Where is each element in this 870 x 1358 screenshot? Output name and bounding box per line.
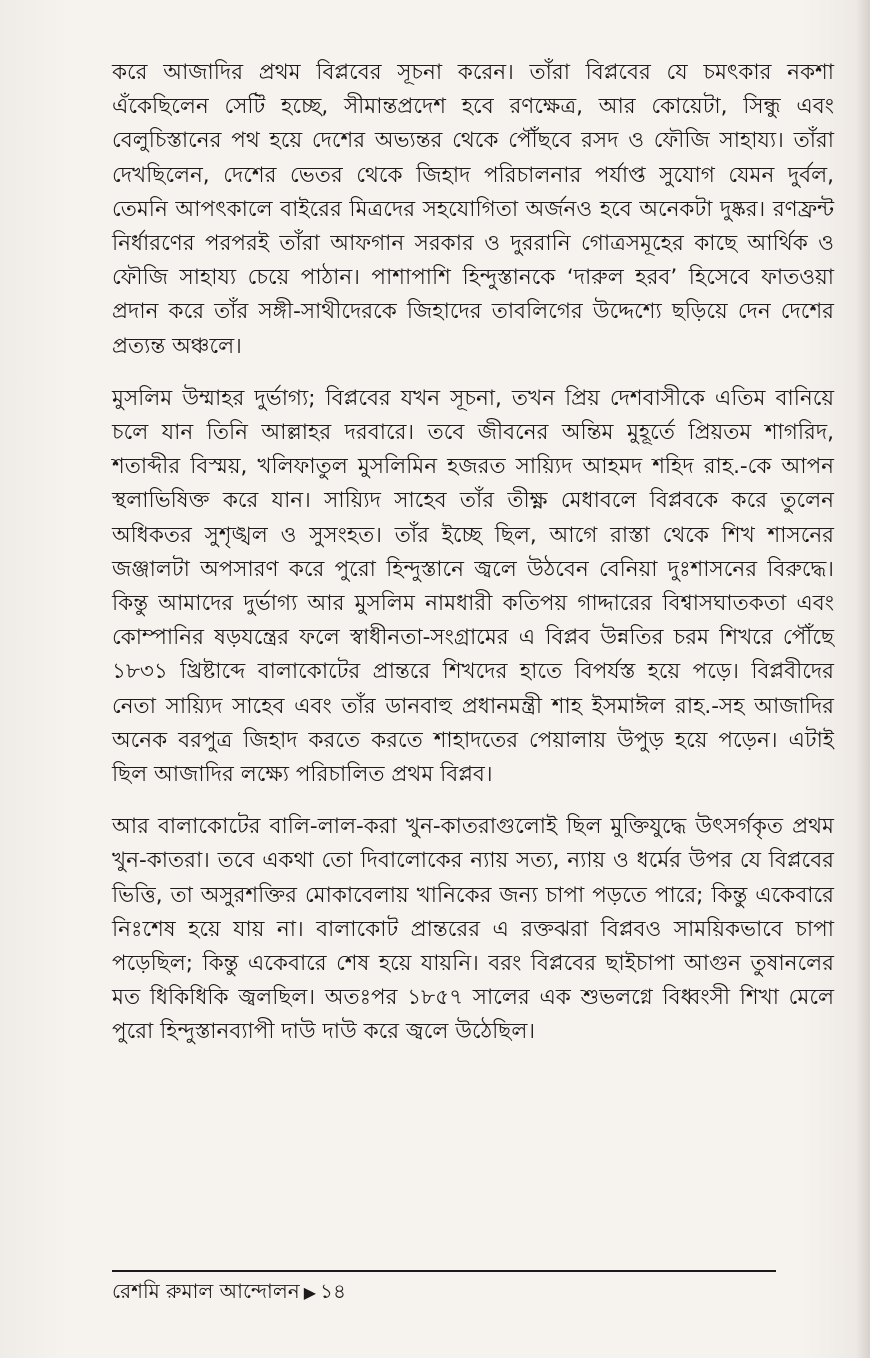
paragraph-3: আর বালাকোটের বালি-লাল-করা খুন-কাতরাগুলোই ছিল মুক্তিযুদ্ধে উৎসর্গকৃত প্রথম খুন-কাতরা। তবে একথা তো দিবালোকের ন্যায় সত্য, ন্যায় ও ধর্মের উপর যে বিপ্লবের ভিত্তি, তা অসুরশক্তির মোকাবেলায় খানিকের জন্য চাপা পড়তে পারে; কিন্তু একেবারে নিঃশেষ হয়ে যায় না। বালাকোট প্রান্তরের এ রক্তঝরা বিপ্লবও সাময়িকভাবে চাপা পড়েছিল; কিন্তু একেবারে শেষ হয়ে যায়নি। বরং বিপ্লবের ছাইচাপা আগুন তুষানলের মত ধিকিধিকি জ্বলছিল। অতঃপর ১৮৫৭ সালের এক শুভলগ্নে বিধ্বংসী শিখা মেলে পুরো হিন্দুস্তানব্যাপী দাউ দাউ করে জ্বলে উঠেছিল। [112,814,834,1045]
paragraph-2: মুসলিম উম্মাহর দুর্ভাগ্য; বিপ্লবের যখন সূচনা, তখন প্রিয় দেশবাসীকে এতিম বানিয়ে চলে যান তিনি আল্লাহর দরবারে। তবে জীবনের অন্তিম মুহূর্তে প্রিয়তম শাগরিদ, শতাব্দীর বিস্ময়, খলিফাতুল মুসলিমিন হজরত সায়্যিদ আহমদ শহিদ রাহ.-কে আপন স্থলাভিষিক্ত করে যান। সায়্যিদ সাহেব তাঁর তীক্ষ্ণ মেধাবলে বিপ্লবকে করে তুলেন অধিকতর সুশৃঙ্খল ও সুসংহত। তাঁর ইচ্ছে ছিল, আগে রাস্তা থেকে শিখ শাসনের জঞ্জালটা অপসারণ করে পুরো হিন্দুস্তানে জ্বলে উঠবেন বেনিয়া দুঃশাসনের বিরুদ্ধে। কিন্তু আমাদের দুর্ভাগ্য আর মুসলিম নামধারী কতিপয় গাদ্দারের বিশ্বাসঘাতকতা এবং কোম্পানির ষড়যন্ত্রের ফলে স্বাধীনতা-সংগ্রামের এ বিপ্লব উন্নতির চরম শিখরে পৌঁছে ১৮৩১ খ্রিষ্টাব্দে বালাকোটের প্রান্তরে শিখদের হাতে বিপর্যস্ত হয়ে পড়ে। বিপ্লবীদের নেতা সায়্যিদ সাহেব এবং তাঁর ডানবাহু প্রধানমন্ত্রী শাহ ইসমাঈল রাহ.-সহ আজাদির অনেক বরপুত্র জিহাদ করতে করতে শাহাদতের পেয়ালায় উপুড় হয়ে পড়েন। এটাই ছিল আজাদির লক্ষ্যে পরিচালিত প্রথম বিপ্লব। [112,385,834,788]
book-title: রেশমি রুমাল আন্দোলন [112,1279,300,1303]
page-edge-shadow [856,0,870,1358]
body-text [112,56,834,1050]
paragraph-1: করে আজাদির প্রথম বিপ্লবের সূচনা করেন। তাঁরা বিপ্লবের যে চমৎকার নকশা এঁকেছিলেন সেটি হচ্ছে, সীমান্তপ্রদেশ হবে রণক্ষেত্র, আর কোয়েটা, সিন্ধু এবং বেলুচিস্তানের পথ হয়ে দেশের অভ্যন্তর থেকে পৌঁছবে রসদ ও ফৌজি সাহায্য। তাঁরা দেখছিলেন, দেশের ভেতর থেকে জিহাদ পরিচালনার পর্যাপ্ত সুযোগ যেমন দুর্বল, তেমনি আপৎকালে বাইরের মিত্রদের সহযোগিতা অর্জনও হবে অনেকটা দুষ্কর। রণফ্রন্ট নির্ধারণের পরপরই তাঁরা আফগান সরকার ও দুররানি গোত্রসমূহের কাছে আর্থিক ও ফৌজি সাহায্য চেয়ে পাঠান। পাশাপাশি হিন্দুস্তানকে ‘দারুল হরব’ হিসেবে ফাতওয়া প্রদান করে তাঁর সঙ্গী-সাথীদেরকে জিহাদের তাবলিগের উদ্দেশ্যে ছড়িয়ে দেন দেশের প্রত্যন্ত অঞ্চলে। [112,60,834,359]
footer-rule [112,1270,776,1272]
page-number: ১৪ [320,1279,346,1303]
running-footer [112,1276,346,1308]
triangle-right-icon: ▶ [303,1283,317,1302]
